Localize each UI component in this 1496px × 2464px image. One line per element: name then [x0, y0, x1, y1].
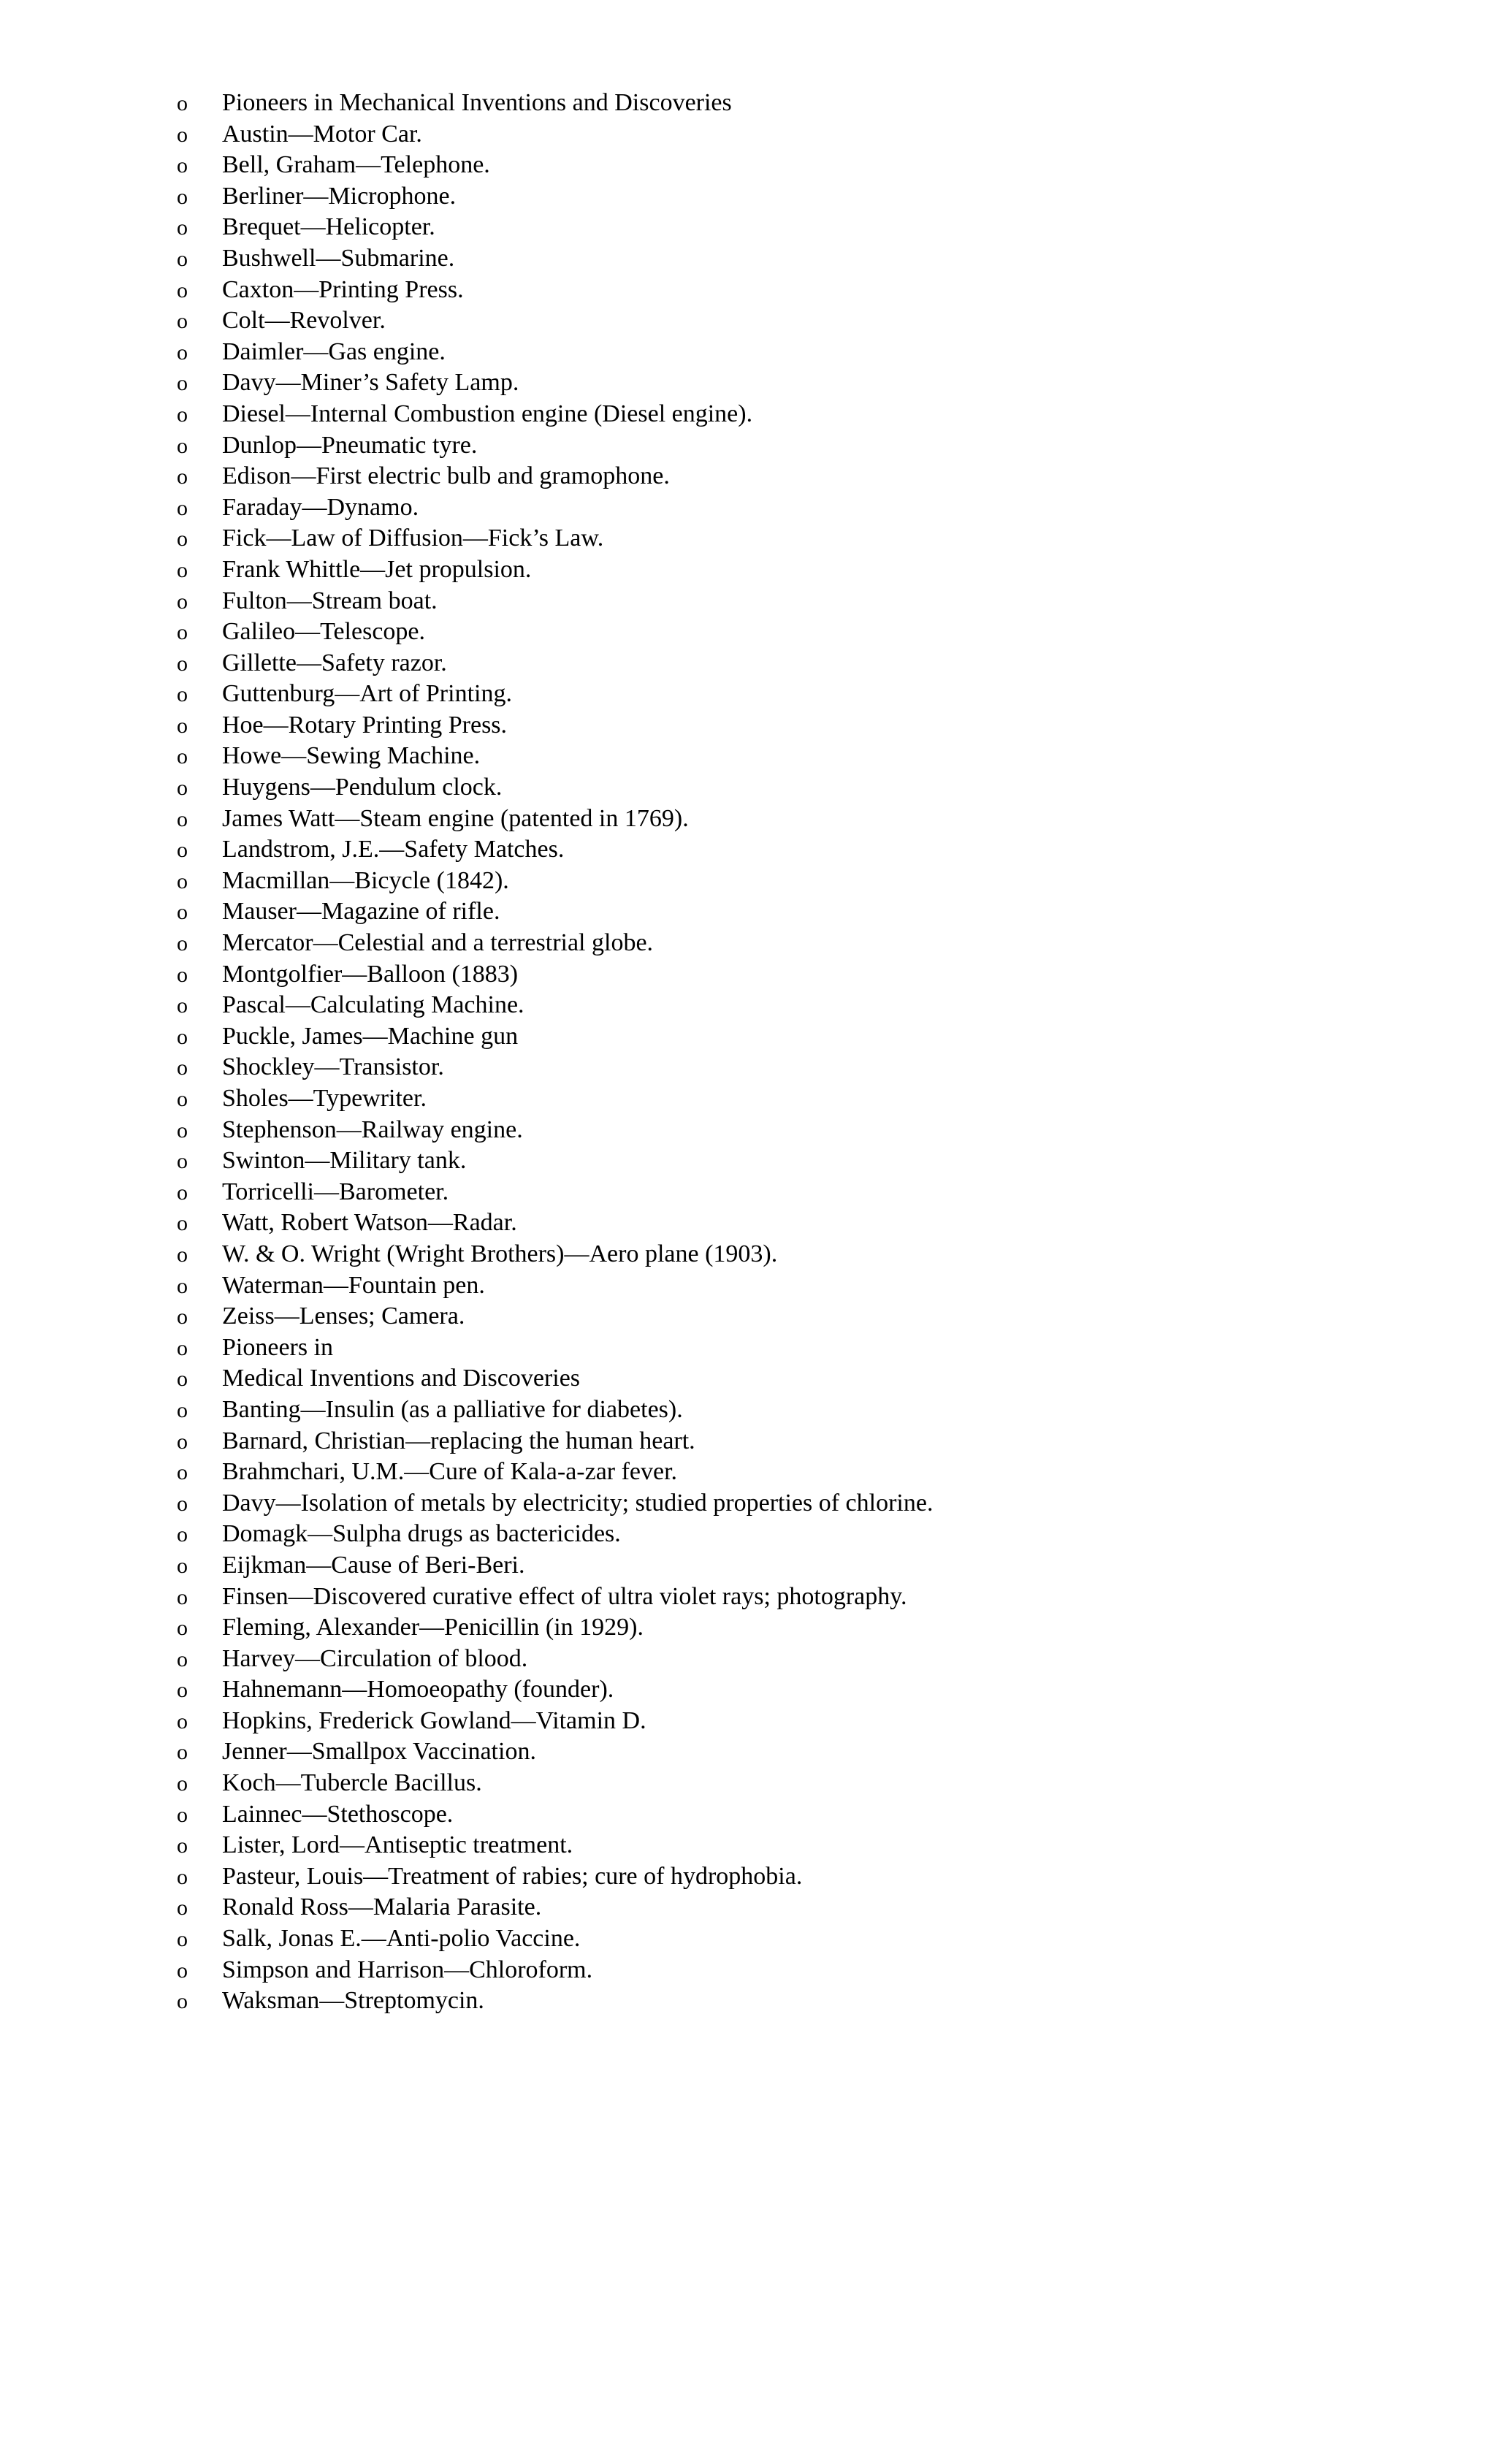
list-item-text: Howe—Sewing Machine. — [222, 742, 481, 770]
bullet-marker: o — [177, 402, 188, 427]
list-item-text: Eijkman—Cause of Beri-Beri. — [222, 1551, 525, 1579]
bullet-marker: o — [177, 1834, 188, 1858]
list-item — [177, 1052, 933, 1083]
list-item-text: Davy—Isolation of metals by electricity; studied properties of chlorine. — [222, 1489, 934, 1517]
list-item — [177, 1736, 933, 1768]
bullet-marker: o — [177, 557, 188, 582]
list-item — [177, 1426, 933, 1457]
list-item-text: Diesel—Internal Combustion engine (Diesel engine). — [222, 400, 753, 427]
bullet-marker: o — [177, 1149, 188, 1174]
list-item — [177, 1301, 933, 1332]
list-item-text: Torricelli—Barometer. — [222, 1178, 449, 1205]
list-item-text: Dunlop—Pneumatic tyre. — [222, 431, 478, 459]
bullet-marker: o — [177, 1771, 188, 1796]
bullet-marker: o — [177, 806, 188, 831]
list-item-text: Galileo—Telescope. — [222, 618, 426, 646]
list-item-text: Brequet—Helicopter. — [222, 213, 435, 241]
list-item — [177, 1550, 933, 1582]
list-item — [177, 959, 933, 991]
list-item — [177, 804, 933, 835]
list-item-text: James Watt—Steam engine (patented in 1769). — [222, 804, 689, 832]
list-item-text: Davy—Miner’s Safety Lamp. — [222, 369, 519, 397]
bullet-marker: o — [177, 1584, 188, 1609]
list-item — [177, 1488, 933, 1519]
list-item-text: Waterman—Fountain pen. — [222, 1271, 485, 1299]
bullet-marker: o — [177, 1056, 188, 1080]
list-item — [177, 1644, 933, 1675]
bullet-marker: o — [177, 900, 188, 925]
bullet-marker: o — [177, 713, 188, 738]
list-item-text: Daimler—Gas engine. — [222, 337, 446, 365]
list-item-text: Watt, Robert Watson—Radar. — [222, 1209, 517, 1237]
list-item-text: Caxton—Printing Press. — [222, 275, 464, 303]
list-item-text: Brahmchari, U.M.—Cure of Kala-a-zar fever. — [222, 1458, 678, 1486]
list-item — [177, 1923, 933, 1955]
bullet-marker: o — [177, 1273, 188, 1298]
bullet-marker: o — [177, 744, 188, 769]
list-item — [177, 399, 933, 430]
list-item-text: Macmillan—Bicycle (1842). — [222, 866, 509, 894]
bullet-marker: o — [177, 1678, 188, 1703]
list-item-text: Barnard, Christian—replacing the human heart. — [222, 1427, 695, 1454]
bullet-marker: o — [177, 153, 188, 178]
list-item-text: Mauser—Magazine of rifle. — [222, 898, 500, 926]
list-item — [177, 305, 933, 337]
list-item-text: Lainnec—Stethoscope. — [222, 1800, 454, 1828]
list-item — [177, 119, 933, 150]
list-item-text: Edison—First electric bulb and gramophone. — [222, 462, 670, 490]
bullet-marker: o — [177, 1305, 188, 1330]
bullet-marker: o — [177, 1242, 188, 1267]
list-item — [177, 1830, 933, 1861]
bullet-marker: o — [177, 1211, 188, 1236]
bullet-marker: o — [177, 1647, 188, 1671]
list-item — [177, 1519, 933, 1550]
list-item-text: Sholes—Typewriter. — [222, 1085, 427, 1112]
list-item — [177, 990, 933, 1021]
list-item — [177, 1986, 933, 2017]
bullet-marker: o — [177, 1553, 188, 1578]
list-item-text: Harvey—Circulation of blood. — [222, 1644, 528, 1672]
bullet-marker: o — [177, 838, 188, 863]
list-item-text: Zeiss—Lenses; Camera. — [222, 1302, 465, 1330]
list-item-text: Mercator—Celestial and a terrestrial globe. — [222, 929, 654, 957]
list-item — [177, 1457, 933, 1488]
list-item-text: Bell, Graham—Telephone. — [222, 151, 490, 179]
list-item — [177, 928, 933, 959]
bullet-marker: o — [177, 1989, 188, 2014]
list-item-text: Landstrom, J.E.—Safety Matches. — [222, 836, 565, 863]
bullet-marker: o — [177, 1616, 188, 1641]
list-item-text: Salk, Jonas E.—Anti-polio Vaccine. — [222, 1925, 581, 1953]
list-item-text: Waksman—Streptomycin. — [222, 1987, 484, 2015]
bullet-marker: o — [177, 1491, 188, 1516]
bullet-marker: o — [177, 1024, 188, 1049]
list-item-text: Puckle, James—Machine gun — [222, 1022, 519, 1050]
bullet-marker: o — [177, 869, 188, 893]
list-item-text: Berliner—Microphone. — [222, 182, 457, 210]
list-item-text: Shockley—Transistor. — [222, 1053, 444, 1081]
list-item — [177, 150, 933, 181]
bullet-marker: o — [177, 1740, 188, 1765]
list-item-text: Jenner—Smallpox Vaccination. — [222, 1738, 536, 1766]
bullet-marker: o — [177, 91, 188, 115]
bullet-marker: o — [177, 1709, 188, 1733]
list-item — [177, 834, 933, 866]
list-item — [177, 1083, 933, 1115]
list-item — [177, 866, 933, 897]
bullet-marker: o — [177, 1927, 188, 1952]
list-item — [177, 337, 933, 368]
list-item-text: Swinton—Military tank. — [222, 1147, 467, 1175]
list-item-text: Ronald Ross—Malaria Parasite. — [222, 1893, 542, 1921]
list-item — [177, 1145, 933, 1177]
list-item — [177, 1332, 933, 1364]
list-item — [177, 367, 933, 399]
list-item — [177, 461, 933, 492]
list-item — [177, 275, 933, 306]
list-item-text: Fulton—Stream boat. — [222, 587, 438, 614]
list-item — [177, 1706, 933, 1737]
list-item-text: Montgolfier—Balloon (1883) — [222, 960, 519, 988]
list-item — [177, 1239, 933, 1270]
list-item — [177, 679, 933, 710]
bullet-marker: o — [177, 682, 188, 707]
bullet-marker: o — [177, 931, 188, 956]
bullet-marker: o — [177, 962, 188, 987]
bullet-marker: o — [177, 993, 188, 1018]
list-item — [177, 1768, 933, 1799]
list-item — [177, 896, 933, 928]
bullet-marker: o — [177, 340, 188, 365]
list-item-text: Pascal—Calculating Machine. — [222, 991, 524, 1019]
bullet-marker: o — [177, 1460, 188, 1485]
list-item — [177, 1363, 933, 1395]
bullet-marker: o — [177, 1367, 188, 1392]
bullet-marker: o — [177, 1180, 188, 1205]
bullet-marker: o — [177, 246, 188, 271]
bullet-marker: o — [177, 433, 188, 458]
list-item — [177, 1208, 933, 1239]
list-item-text: W. & O. Wright (Wright Brothers)—Aero plane (1903). — [222, 1240, 778, 1267]
bullet-marker: o — [177, 1397, 188, 1422]
bullet-marker: o — [177, 184, 188, 209]
list-item — [177, 1115, 933, 1146]
bullet-marker: o — [177, 1958, 188, 1983]
bullet-marker: o — [177, 1118, 188, 1143]
list-item — [177, 1177, 933, 1208]
list-item-text: Fick—Law of Diffusion—Fick’s Law. — [222, 525, 604, 552]
bullet-marker: o — [177, 776, 188, 801]
list-item-text: Finsen—Discovered curative effect of ultra violet rays; photography. — [222, 1582, 907, 1610]
list-item-text: Colt—Revolver. — [222, 307, 386, 335]
list-item-text: Koch—Tubercle Bacillus. — [222, 1769, 482, 1797]
bullet-marker: o — [177, 1802, 188, 1827]
list-item — [177, 1270, 933, 1302]
bullet-marker: o — [177, 651, 188, 676]
bullet-marker: o — [177, 1335, 188, 1360]
list-item-text: Pioneers in Mechanical Inventions and Discoveries — [222, 89, 732, 116]
bullet-marker: o — [177, 1864, 188, 1889]
bullet-marker: o — [177, 1429, 188, 1454]
list-item-text: Simpson and Harrison—Chloroform. — [222, 1956, 593, 1983]
list-item-text: Pioneers in — [222, 1333, 334, 1361]
list-item — [177, 1799, 933, 1831]
list-item — [177, 1582, 933, 1613]
list-item — [177, 243, 933, 275]
list-item-text: Bushwell—Submarine. — [222, 244, 455, 272]
list-item — [177, 1861, 933, 1893]
list-item-text: Medical Inventions and Discoveries — [222, 1365, 581, 1392]
bullet-marker: o — [177, 589, 188, 614]
list-item-text: Gillette—Safety razor. — [222, 649, 447, 676]
bullet-marker: o — [177, 122, 188, 147]
list-item — [177, 1955, 933, 1986]
bullet-marker: o — [177, 1896, 188, 1921]
list-item-text: Faraday—Dynamo. — [222, 493, 419, 521]
bullet-marker: o — [177, 278, 188, 302]
list-item — [177, 710, 933, 741]
list-item-text: Hopkins, Frederick Gowland—Vitamin D. — [222, 1706, 646, 1734]
bullet-marker: o — [177, 1087, 188, 1111]
list-item — [177, 1674, 933, 1706]
list-item-text: Hoe—Rotary Printing Press. — [222, 711, 508, 739]
bullet-marker: o — [177, 465, 188, 489]
bullet-marker: o — [177, 309, 188, 334]
list-item — [177, 212, 933, 243]
bullet-marker: o — [177, 527, 188, 552]
list-item — [177, 88, 933, 119]
bullet-marker: o — [177, 1522, 188, 1547]
list-item-text: Huygens—Pendulum clock. — [222, 774, 503, 801]
list-item — [177, 617, 933, 648]
list-item — [177, 741, 933, 772]
list-item — [177, 648, 933, 679]
bullet-marker: o — [177, 620, 188, 645]
list-item — [177, 1395, 933, 1426]
list-item — [177, 586, 933, 617]
list-item-text: Domagk—Sulpha drugs as bactericides. — [222, 1520, 621, 1548]
list-item-text: Lister, Lord—Antiseptic treatment. — [222, 1831, 573, 1859]
list-item — [177, 181, 933, 213]
list-item-text: Frank Whittle—Jet propulsion. — [222, 555, 532, 583]
list-item — [177, 1892, 933, 1923]
list-item-text: Stephenson—Railway engine. — [222, 1115, 523, 1143]
list-item-text: Austin—Motor Car. — [222, 120, 422, 148]
list-item — [177, 554, 933, 586]
list-item-text: Pasteur, Louis—Treatment of rabies; cure of hydrophobia. — [222, 1862, 803, 1890]
list-item-text: Fleming, Alexander—Penicillin (in 1929). — [222, 1614, 644, 1641]
list-item-text: Guttenburg—Art of Printing. — [222, 680, 512, 708]
list-item — [177, 430, 933, 462]
list-item-text: Hahnemann—Homoeopathy (founder). — [222, 1676, 614, 1704]
inventions-list — [177, 88, 933, 2017]
list-item — [177, 523, 933, 554]
list-item-text: Banting—Insulin (as a palliative for diabetes). — [222, 1395, 683, 1423]
list-item — [177, 492, 933, 524]
list-item — [177, 772, 933, 804]
list-item — [177, 1021, 933, 1053]
bullet-marker: o — [177, 371, 188, 396]
bullet-marker: o — [177, 215, 188, 240]
bullet-marker: o — [177, 495, 188, 520]
list-item — [177, 1612, 933, 1644]
